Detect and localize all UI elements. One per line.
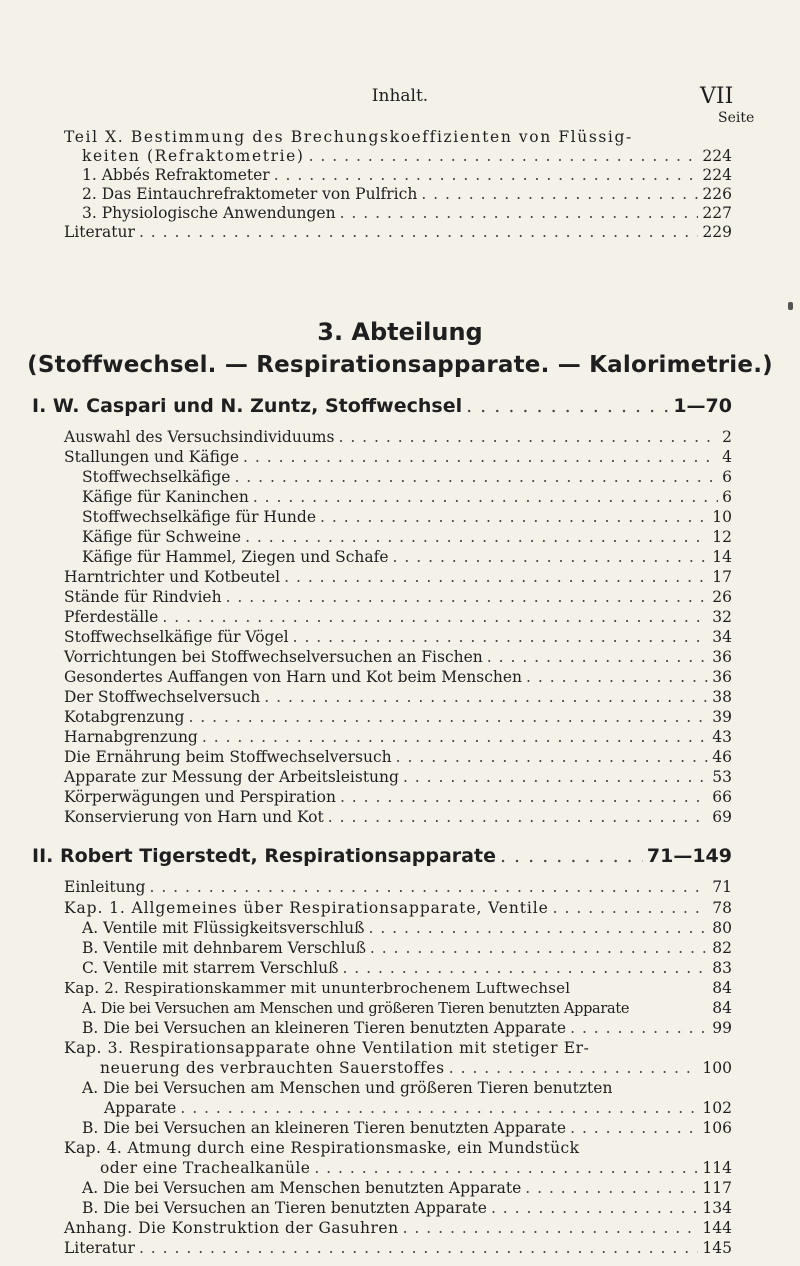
toc-entry-page: 99 [712, 1019, 732, 1037]
toc-entry [82, 488, 732, 506]
leader-dots [340, 788, 708, 806]
toc-entry [82, 1119, 732, 1137]
toc-entry-label: Kap. 2. Respirationskammer mit ununterbrochenem Luftwechsel [64, 979, 571, 997]
leader-dots [320, 508, 708, 526]
toc-entry-page: 39 [712, 708, 732, 726]
toc-entry-page: 6 [722, 468, 732, 486]
leader-dots [338, 428, 718, 446]
leader-dots [293, 628, 709, 646]
toc-entry-page: 82 [712, 939, 732, 957]
leader-dots [149, 878, 708, 896]
toc-entry-page: 14 [712, 548, 732, 566]
leader-dots [234, 468, 718, 486]
running-header-page-number: VII [700, 84, 734, 109]
toc-entry-page: 32 [712, 608, 732, 626]
toc-entry [104, 1099, 732, 1117]
toc-entry-page: 224 [702, 147, 732, 165]
leader-dots [314, 1159, 698, 1177]
leader-dots [393, 548, 709, 566]
toc-entry-label: Stoffwechselkäfige für Hunde [82, 508, 317, 526]
toc-entry-label: Vorrichtungen bei Stoffwechselversuchen an Fischen [64, 648, 483, 666]
toc-entry-label: Stoffwechselkäfige für Vögel [64, 628, 289, 646]
toc-entry-label: Pferdeställe [64, 608, 159, 626]
toc-entry-page: 10 [712, 508, 732, 526]
toc-entry-page: 229 [702, 223, 732, 241]
toc-entry-label: B. Ventile mit dehnbarem Verschluß [82, 939, 366, 957]
toc-entry-label: Die Ernährung beim Stoffwechselversuch [64, 748, 392, 766]
toc-entry [64, 979, 732, 997]
toc-entry-page: 78 [712, 899, 732, 917]
leader-dots [328, 808, 709, 826]
kap3-a-line1: A. Die bei Versuchen am Menschen und größeren Tieren benutzten [82, 1079, 613, 1097]
toc-entry [82, 1199, 732, 1217]
leader-dots [245, 528, 708, 546]
toc-entry [82, 166, 732, 184]
toc-entry [82, 959, 732, 977]
toc-entry [82, 939, 732, 957]
toc-entry-page: 36 [712, 668, 732, 686]
toc-entry-label: Auswahl des Versuchsindividuums [64, 428, 335, 446]
leader-dots [500, 845, 643, 867]
toc-entry-page: 53 [712, 768, 732, 786]
toc-entry-page: 4 [722, 448, 732, 466]
toc-entry [64, 788, 732, 806]
toc-entry-page: 226 [702, 185, 732, 203]
toc-entry-label: B. Die bei Versuchen an kleineren Tieren benutzten Apparate [82, 1119, 567, 1137]
toc-entry-label: Konservierung von Harn und Kot [64, 808, 324, 826]
leader-dots [466, 395, 669, 417]
section-heading-pages: 1—70 [673, 395, 732, 417]
toc-entry-page: 227 [702, 204, 732, 222]
toc-entry [64, 428, 732, 446]
leader-dots [139, 223, 698, 241]
toc-entry-page: 80 [712, 919, 732, 937]
toc-entry-page: 106 [702, 1119, 732, 1137]
section-heading [32, 845, 732, 867]
seite-column-label: Seite [718, 110, 755, 126]
toc-entry-label: Literatur [64, 1239, 135, 1257]
toc-entry-page: 83 [712, 959, 732, 977]
toc-entry-page: 6 [722, 488, 732, 506]
leader-dots [139, 1239, 698, 1257]
toc-entry-page: 17 [712, 568, 732, 586]
leader-dots [526, 668, 708, 686]
toc-entry-label: B. Die bei Versuchen an Tieren benutzten Apparate [82, 1199, 487, 1217]
toc-entry [82, 204, 732, 222]
toc-entry [82, 147, 732, 165]
toc-entry [64, 628, 732, 646]
kap3-title-line1: Kap. 3. Respirationsapparate ohne Ventilation mit stetiger Er- [64, 1039, 590, 1057]
running-header-title: Inhalt. [371, 86, 429, 106]
toc-entry [82, 185, 732, 203]
toc-entry-label: Kap. 1. Allgemeines über Respirationsapparate, Ventile [64, 899, 549, 917]
toc-entry [64, 1219, 732, 1237]
toc-entry-label: Gesondertes Auffangen von Harn und Kot beim Menschen [64, 668, 523, 686]
leader-dots [421, 185, 698, 203]
toc-entry-page: 145 [702, 1239, 732, 1257]
toc-entry-page: 134 [702, 1199, 732, 1217]
leader-dots [368, 919, 708, 937]
toc-entry [100, 1159, 732, 1177]
toc-entry-page: 36 [712, 648, 732, 666]
toc-entry-label: Harntrichter und Kotbeutel [64, 568, 281, 586]
toc-entry [64, 1239, 732, 1257]
toc-entry-label: Stallungen und Käfige [64, 448, 240, 466]
toc-entry-label: A. Die bei Versuchen am Menschen und größeren Tieren benutzten Apparate [82, 1001, 630, 1017]
leader-dots [162, 608, 708, 626]
toc-entry [64, 768, 732, 786]
toc-entry [82, 468, 732, 486]
toc-entry [64, 223, 732, 241]
leader-dots [403, 1219, 699, 1237]
abteilung-subtitle: (Stoffwechsel. — Respirationsapparate. — Kalorimetrie.) [27, 352, 773, 378]
leader-dots [253, 488, 718, 506]
leader-dots [309, 147, 699, 165]
section-heading-label: I. W. Caspari und N. Zuntz, Stoffwechsel [32, 395, 463, 417]
toc-entry-label: Käfige für Kaninchen [82, 488, 249, 506]
toc-entry [64, 568, 732, 586]
toc-entry-label: C. Ventile mit starrem Verschluß [82, 959, 339, 977]
toc-entry [64, 878, 732, 896]
toc-entry [64, 728, 732, 746]
toc-entry [64, 608, 732, 626]
toc-entry-page: 26 [712, 588, 732, 606]
toc-entry [100, 1059, 732, 1077]
leader-dots [396, 748, 709, 766]
toc-entry-label: Kotabgrenzung [64, 708, 185, 726]
toc-entry-label: Käfige für Schweine [82, 528, 242, 546]
leader-dots [449, 1059, 699, 1077]
toc-entry [82, 999, 732, 1017]
toc-entry [64, 648, 732, 666]
toc-entry [82, 919, 732, 937]
toc-entry-label: Einleitung [64, 878, 146, 896]
leader-dots [180, 1099, 698, 1117]
toc-entry-page: 114 [702, 1159, 732, 1177]
toc-entry [82, 1179, 732, 1197]
leader-dots [188, 708, 708, 726]
toc-entry-label: Literatur [64, 223, 135, 241]
teil-x-title-line1: Teil X. Bestimmung des Brechungskoeffizienten von Flüssig- [64, 128, 633, 146]
toc-entry-page: 117 [702, 1179, 732, 1197]
toc-entry-label: A. Die bei Versuchen am Menschen benutzten Apparate [82, 1179, 522, 1197]
toc-entry [64, 748, 732, 766]
toc-entry [64, 708, 732, 726]
leader-dots [403, 768, 708, 786]
toc-entry-label: 1. Abbés Refraktometer [82, 166, 270, 184]
toc-entry-label: neuerung des verbrauchten Sauerstoffes [100, 1059, 445, 1077]
leader-dots [570, 1019, 708, 1037]
toc-entry-label: Körperwägungen und Perspiration [64, 788, 336, 806]
toc-entry-page: 12 [712, 528, 732, 546]
toc-entry-label: Apparate zur Messung der Arbeitsleistung [64, 768, 399, 786]
toc-entry-label: Anhang. Die Konstruktion der Gasuhren [64, 1219, 399, 1237]
toc-entry-page: 34 [712, 628, 732, 646]
toc-entry [64, 588, 732, 606]
leader-dots [202, 728, 708, 746]
leader-dots [264, 688, 708, 706]
toc-entry [82, 508, 732, 526]
margin-mark [788, 302, 793, 310]
toc-entry-page: 38 [712, 688, 732, 706]
leader-dots [340, 204, 699, 222]
toc-entry-page: 66 [712, 788, 732, 806]
toc-entry [64, 668, 732, 686]
section-heading-pages: 71—149 [646, 845, 732, 867]
leader-dots [487, 648, 709, 666]
toc-entry-page: 84 [712, 979, 732, 997]
toc-entry-page: 69 [712, 808, 732, 826]
toc-entry-label: 3. Physiologische Anwendungen [82, 204, 336, 222]
toc-entry-label: Der Stoffwechselversuch [64, 688, 261, 706]
toc-entry-label: Harnabgrenzung [64, 728, 198, 746]
toc-entry-label: Käfige für Hammel, Ziegen und Schafe [82, 548, 389, 566]
leader-dots [525, 1179, 698, 1197]
toc-entry-page: 46 [712, 748, 732, 766]
toc-entry-label: keiten (Refraktometrie) [82, 147, 305, 165]
toc-entry-label: Stände für Rindvieh [64, 588, 222, 606]
toc-entry-label: A. Ventile mit Flüssigkeitsverschluß [82, 919, 365, 937]
section-heading [32, 395, 732, 417]
toc-entry-label: 2. Das Eintauchrefraktometer von Pulfrich [82, 185, 418, 203]
leader-dots [226, 588, 709, 606]
leader-dots [342, 959, 708, 977]
toc-entry [64, 448, 732, 466]
toc-entry [64, 899, 732, 917]
toc-entry-label: Apparate [104, 1099, 177, 1117]
leader-dots [570, 1119, 698, 1137]
toc-entry-page: 71 [712, 878, 732, 896]
section-heading-label: II. Robert Tigerstedt, Respirationsapparate [32, 845, 496, 867]
toc-entry-page: 2 [722, 428, 732, 446]
toc-entry-label: B. Die bei Versuchen an kleineren Tieren benutzten Apparate [82, 1019, 567, 1037]
toc-entry [82, 528, 732, 546]
toc-entry-page: 43 [712, 728, 732, 746]
toc-entry-page: 224 [702, 166, 732, 184]
leader-dots [284, 568, 708, 586]
toc-entry [82, 548, 732, 566]
leader-dots [491, 1199, 698, 1217]
abteilung-title: 3. Abteilung [317, 318, 483, 346]
kap4-title-line1: Kap. 4. Atmung durch eine Respirationsmaske, ein Mundstück [64, 1139, 580, 1157]
toc-entry-page: 102 [702, 1099, 732, 1117]
leader-dots [243, 448, 718, 466]
toc-entry [64, 688, 732, 706]
toc-entry-page: 84 [712, 999, 732, 1017]
toc-entry [82, 1019, 732, 1037]
toc-entry-label: Stoffwechselkäfige [82, 468, 231, 486]
toc-entry-label: oder eine Trachealkanüle [100, 1159, 311, 1177]
leader-dots [274, 166, 699, 184]
toc-entry-page: 100 [702, 1059, 732, 1077]
leader-dots [370, 939, 708, 957]
toc-entry [64, 808, 732, 826]
leader-dots [553, 899, 709, 917]
toc-entry-page: 144 [702, 1219, 732, 1237]
